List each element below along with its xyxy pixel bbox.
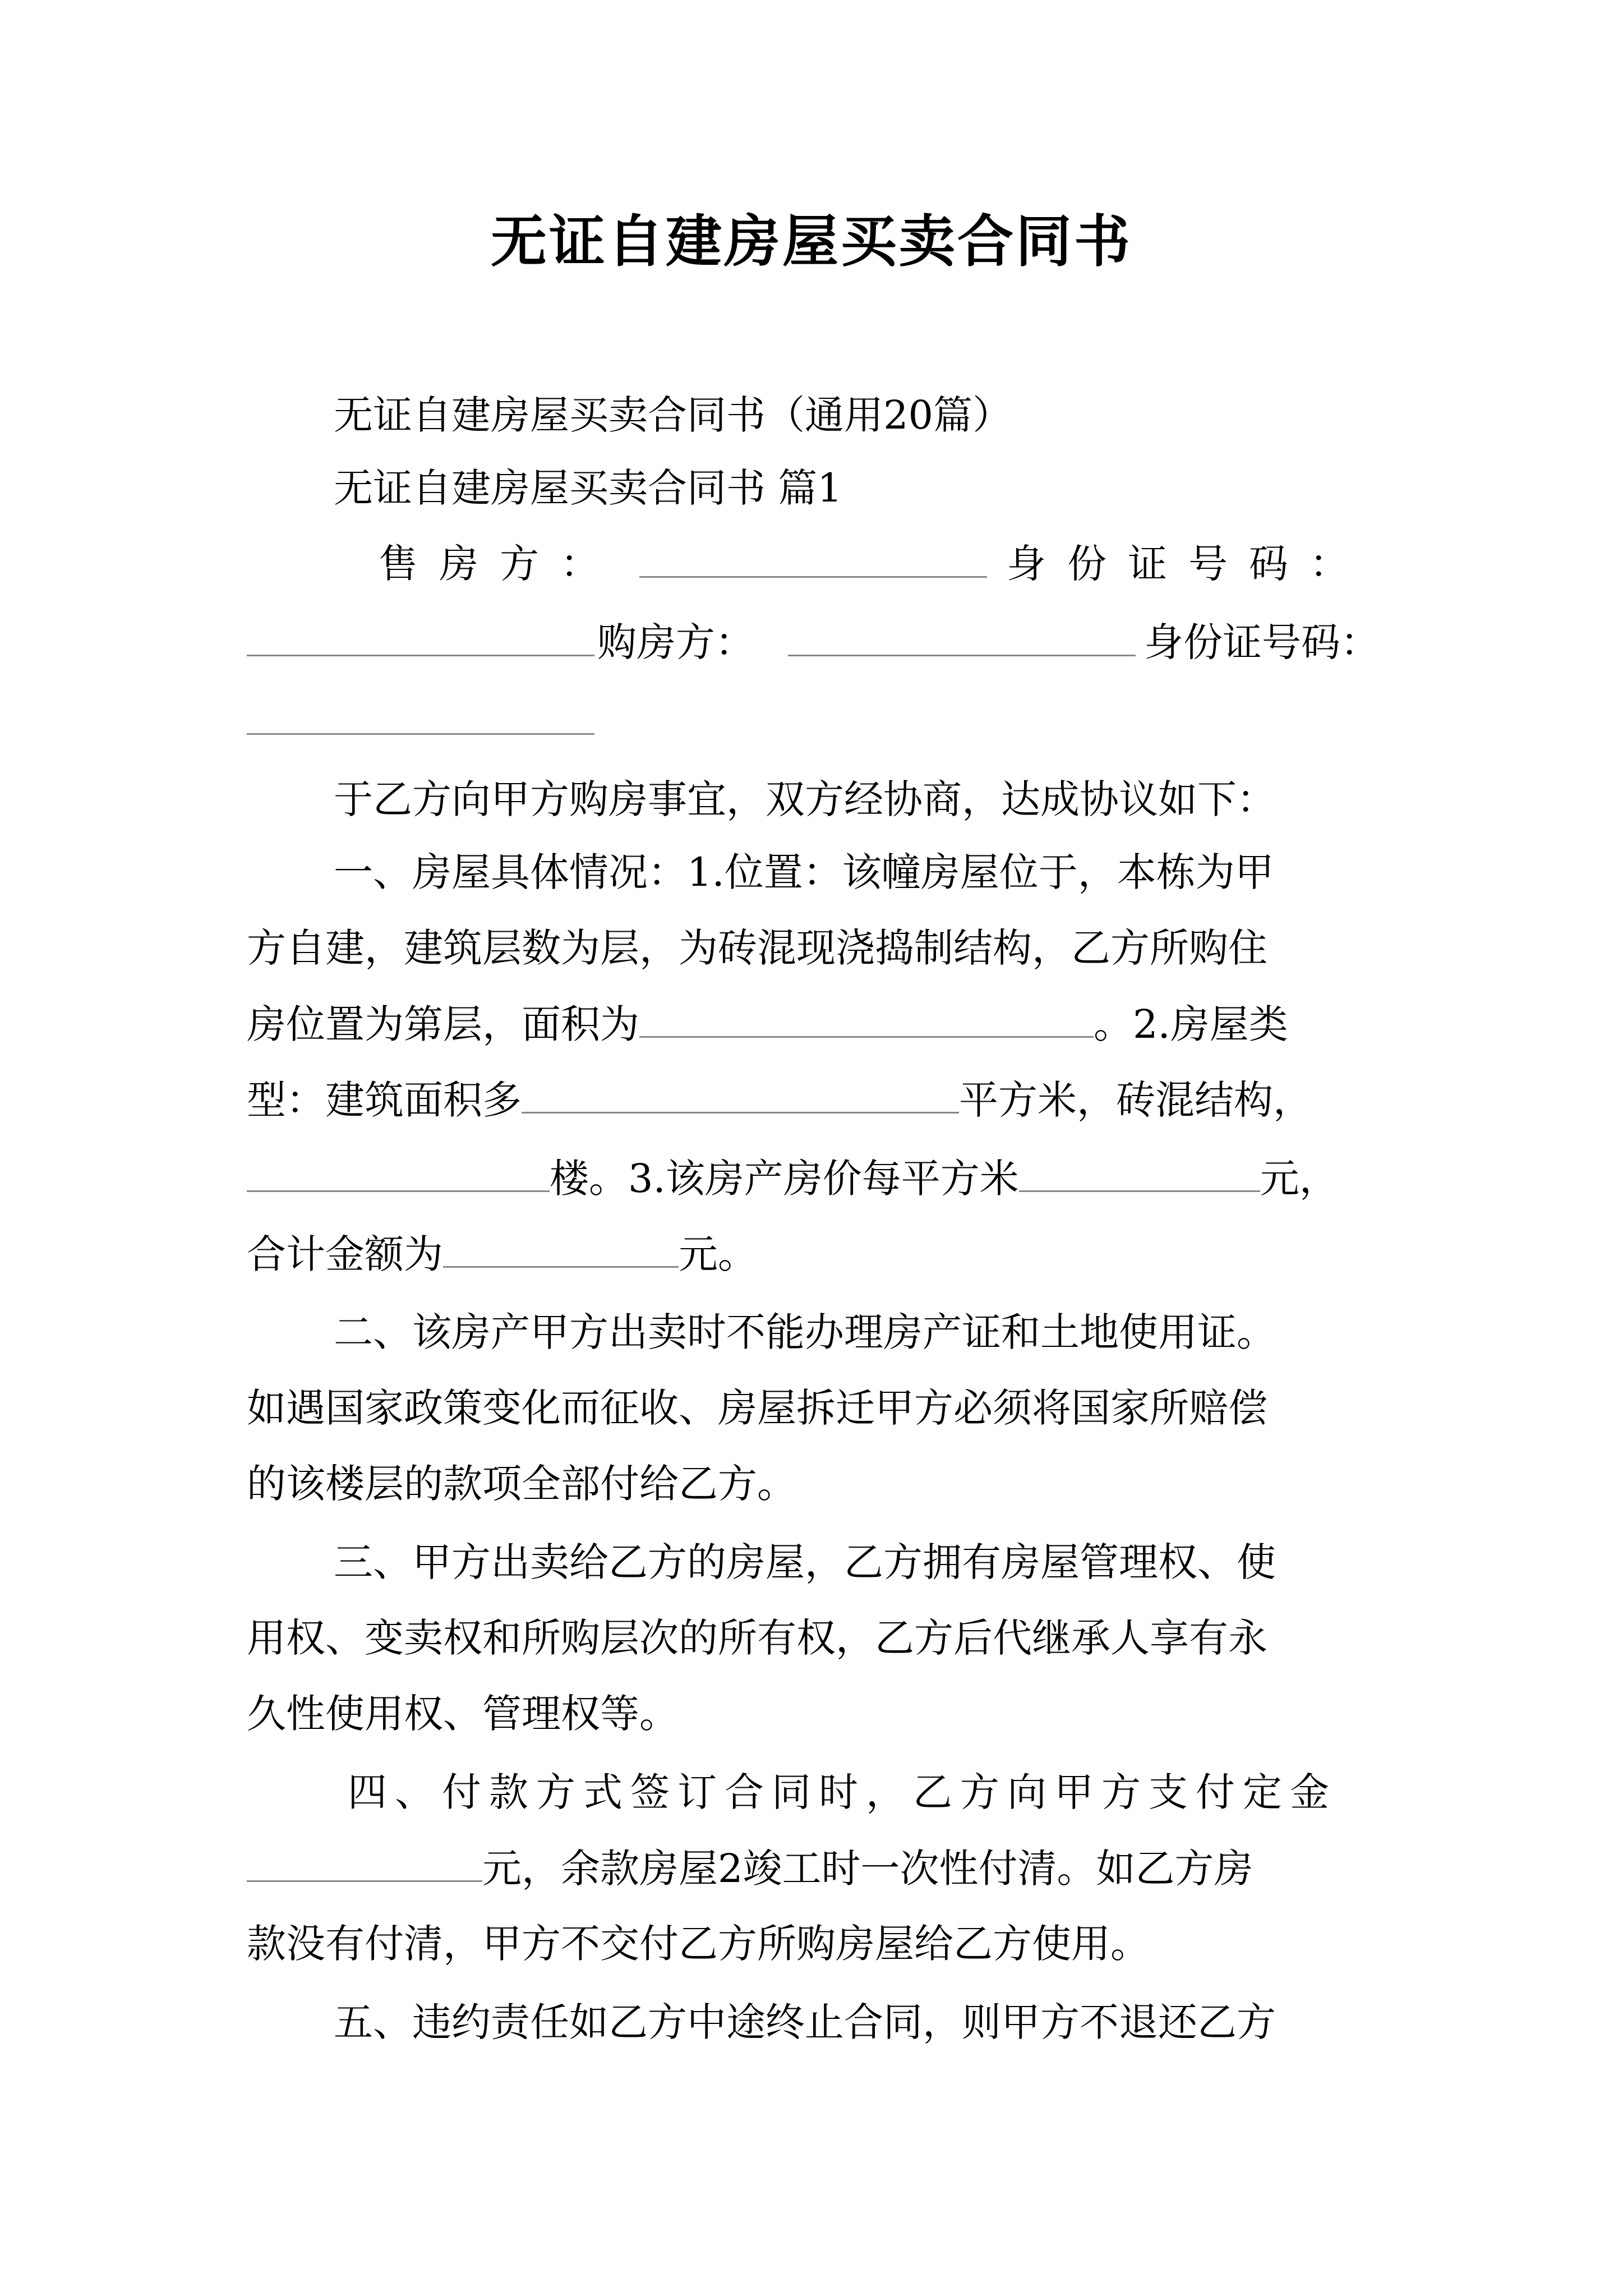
clause-1-text-d: 平方米，砖混结构， xyxy=(959,1077,1312,1123)
clause-4-line-3: 款没有付清，甲方不交付乙方所购房屋给乙方使用。 xyxy=(247,1921,1150,1967)
deposit-blank[interactable] xyxy=(247,1840,482,1882)
seller-label: 售房方： xyxy=(379,541,621,587)
clause-1-text-c: 型：建筑面积多 xyxy=(247,1077,522,1123)
clause-2-line-1: 二、该房产甲方出卖时不能办理房产证和土地使用证。 xyxy=(334,1309,1276,1355)
clause-3-line-1: 三、甲方出卖给乙方的房屋，乙方拥有房屋管理权、使 xyxy=(334,1539,1276,1585)
intro-line: 于乙方向甲方购房事宜，双方经协商，达成协议如下： xyxy=(334,776,1276,822)
section-heading: 无证自建房屋买卖合同书 篇1 xyxy=(334,465,842,511)
clause-4-line-1: 四、付款方式签订合同时，乙方向甲方支付定金 xyxy=(348,1769,1337,1815)
seller-name-blank[interactable] xyxy=(639,536,987,592)
unit-price-blank[interactable] xyxy=(1019,1150,1260,1192)
clause-1-line-3 xyxy=(247,996,1288,1052)
structure-blank[interactable] xyxy=(247,1150,550,1192)
area-blank[interactable] xyxy=(639,996,1094,1038)
building-area-blank[interactable] xyxy=(522,1071,959,1114)
clause-1-text-f: 元， xyxy=(1260,1156,1339,1202)
clause-1-line-6 xyxy=(247,1226,757,1282)
total-amount-blank[interactable] xyxy=(443,1226,679,1268)
clause-4-text-a: 元，余款房屋2竣工时一次性付清。如乙方房 xyxy=(482,1846,1253,1892)
clause-3-line-2: 用权、变卖权和所购层次的所有权，乙方后代继承人享有永 xyxy=(247,1615,1267,1661)
clause-1-line-5 xyxy=(247,1150,1339,1207)
clause-1-text-a: 房位置为第层，面积为 xyxy=(247,1001,639,1047)
clause-2-line-2: 如遇国家政策变化而征收、房屋拆迁甲方必须将国家所赔偿 xyxy=(247,1385,1267,1431)
buyer-name-blank[interactable] xyxy=(788,614,1136,671)
clause-1-text-h: 元。 xyxy=(679,1231,757,1277)
seller-id-blank[interactable] xyxy=(247,614,594,671)
clause-1-text-g: 合计金额为 xyxy=(247,1231,443,1277)
clause-5-line-1: 五、违约责任如乙方中途终止合同，则甲方不退还乙方 xyxy=(334,1999,1276,2045)
clause-1-line-4 xyxy=(247,1071,1312,1128)
document-subtitle: 无证自建房屋买卖合同书（通用20篇） xyxy=(334,392,1012,438)
clause-1-text-b: 。2.房屋类 xyxy=(1094,1001,1288,1047)
clause-1-line-2: 方自建，建筑层数为层，为砖混现浇捣制结构，乙方所购住 xyxy=(247,925,1267,971)
document-title: 无证自建房屋买卖合同书 xyxy=(491,208,1132,274)
clause-1-line-1: 一、房屋具体情况：1.位置：该幢房屋位于，本栋为甲 xyxy=(334,849,1274,895)
clause-4-line-2 xyxy=(247,1840,1253,1897)
buyer-id-blank[interactable] xyxy=(247,693,594,749)
clause-3-line-3: 久性使用权、管理权等。 xyxy=(247,1691,679,1737)
seller-id-label: 身份证号码： xyxy=(1007,541,1370,587)
clause-2-line-3: 的该楼层的款项全部付给乙方。 xyxy=(247,1461,796,1507)
clause-1-text-e: 楼。3.该房产房价每平方米 xyxy=(550,1156,1019,1202)
buyer-id-label: 身份证号码： xyxy=(1144,619,1380,665)
buyer-label: 购房方： xyxy=(597,619,754,665)
